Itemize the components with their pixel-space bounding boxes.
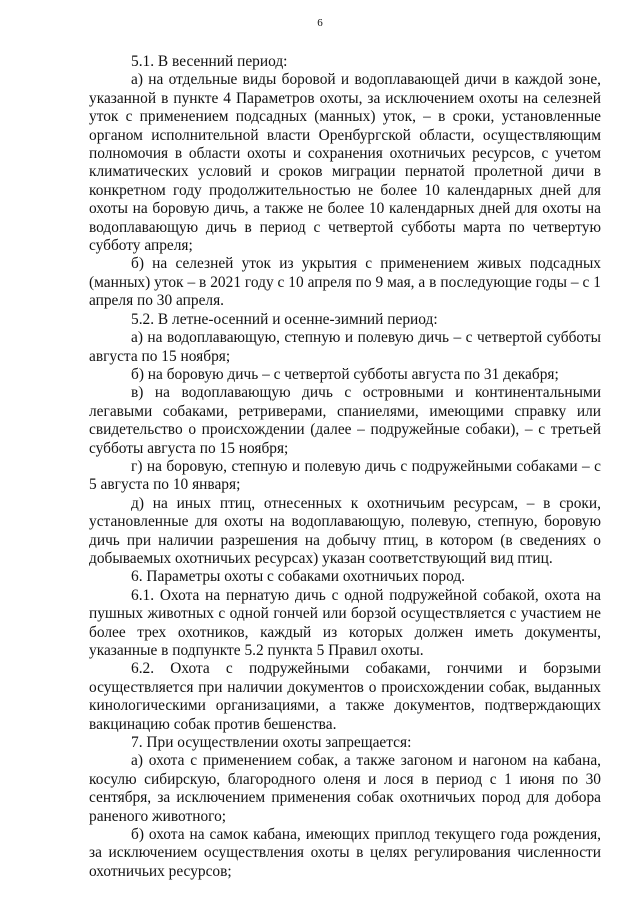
- page-number: 6: [317, 17, 323, 29]
- paragraph-5-2-v: в) на водоплавающую дичь с островными и континентальными легавыми собаками, ретриверами, спаниелями, имеющими справку или свидетельство о происхождении (далее – подружейные собаки), – с третьей субботы августа по 15 ноября;: [89, 384, 601, 457]
- paragraph-5-2-a: а) на водоплавающую, степную и полевую дичь – с четвертой субботы августа по 15 ноября;: [89, 329, 601, 365]
- paragraph-7-a: а) охота с применением собак, а также загоном и нагоном на кабана, косулю сибирскую, благородного оленя и лося в период с 1 июня по 30 сентября, за исключением применения собак охотничьих пород для добора раненого животного;: [89, 752, 601, 825]
- paragraph-5-1-b: б) на селезней уток из укрытия с применением живых подсадных (манных) уток – в 2021 году с 10 апреля по 9 мая, а в последующие годы – с 1 апреля по 30 апреля.: [89, 255, 601, 310]
- paragraph-5-2-heading: 5.2. В летне-осенний и осенне-зимний период:: [131, 310, 438, 328]
- paragraph-6-1: 6.1. Охота на пернатую дичь с одной подружейной собакой, охота на пушных животных с одной гончей или борзой осуществляется с участием не более трех охотников, каждый из которых должен иметь документы, указанные в подпункте 5.2 пункта 5 Правил охоты.: [89, 586, 601, 659]
- paragraph-5-1-heading: 5.1. В весенний период:: [131, 53, 288, 70]
- paragraph-5-2-g: г) на боровую, степную и полевую дичь с подружейными собаками – с 5 августа по 10 января;: [89, 457, 601, 494]
- paragraph-7-heading: 7. При осуществлении охоты запрещается:: [131, 734, 412, 752]
- paragraph-7-b: б) охота на самок кабана, имеющих приплод текущего года рождения, за исключением осуществления охоты в целях регулирования численности охотничьих ресурсов;: [89, 826, 601, 880]
- paragraph-5-2-d: д) на иных птиц, отнесенных к охотничьим ресурсам, – в сроки, установленные для охоты на водоплавающую, полевую, степную, боровую дичь при наличии разрешения на добычу птиц, в котором (в сведениях о добываемых охотничьих ресурсах) указан соответствующий вид птиц.: [89, 494, 601, 567]
- paragraph-5-2-b: б) на боровую дичь – с четвертой субботы августа по 31 декабря;: [131, 365, 559, 383]
- paragraph-6-2: 6.2. Охота с подружейными собаками, гончими и борзыми осуществляется при наличии документов о происхождении собак, выданных кинологическими организациями, а также документов, подтверждающих вакцинацию собак против бешенства.: [89, 660, 601, 733]
- paragraph-5-1-a: а) на отдельные виды боровой и водоплавающей дичи в каждой зоне, указанной в пункте 4 Параметров охоты, за исключением охоты на селезней уток с применением подсадных (манных) уток, – в сроки, установленные органом исполнительной власти Оренбургской области, осуществляющим полномочия в области охоты и сохранения охотничьих ресурсов, с учетом климатических условий и сроков миграции пернатой пролетной дичи в конкретном году продолжительностью не более 10 календарных дней для охоты на боровую дичь, а также не более 10 календарных дней для охоты на водоплавающую дичь в период с четвертой субботы марта по четвертую субботу апреля;: [89, 71, 601, 255]
- document-body: [89, 53, 601, 881]
- paragraph-6-heading: 6. Параметры охоты с собаками охотничьих пород.: [131, 568, 466, 586]
